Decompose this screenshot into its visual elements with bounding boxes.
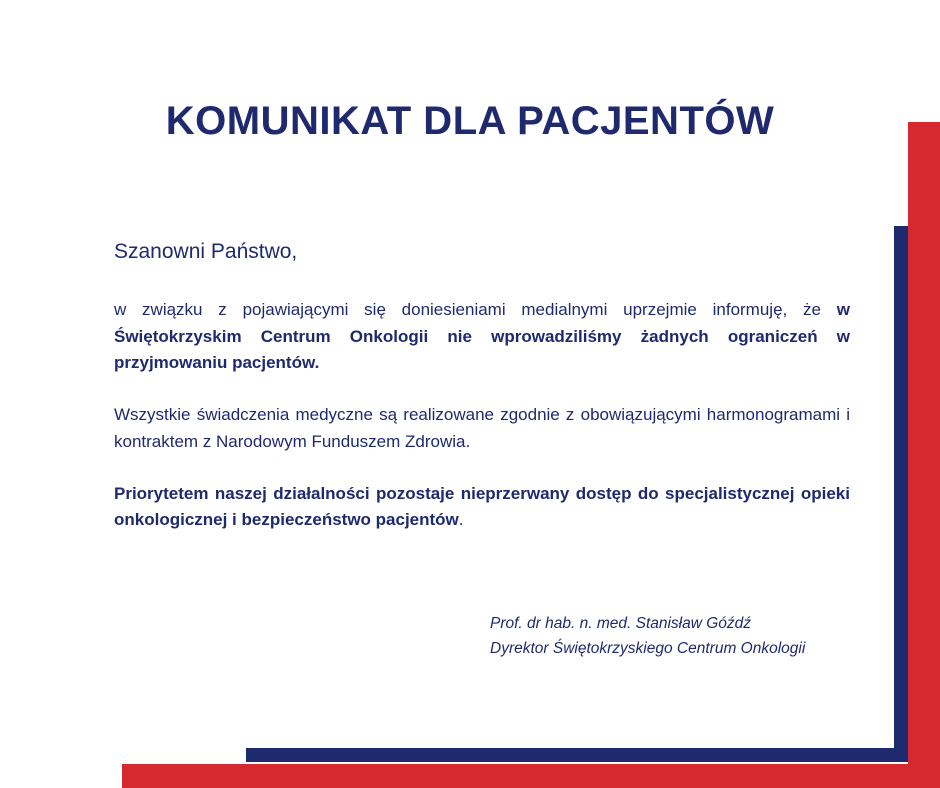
paragraph-three [114, 481, 850, 534]
announcement-body [114, 238, 850, 534]
salutation-text: Szanowni Państwo, [114, 240, 298, 263]
paragraph-one-emphasis: w Świętokrzyskim Centrum Onkologii nie wprowadziliśmy żadnych ograniczeń w przyjmowaniu pacjentów. [114, 300, 850, 372]
paragraph-one [114, 297, 850, 376]
decorative-bar-navy-bottom [246, 748, 908, 762]
paragraph-three-emphasis: Priorytetem naszej działalności pozostaje nieprzerwany dostęp do specjalistycznej opieki onkologicznej i bezpieczeństwo pacjentów [114, 484, 850, 530]
signature-role: Dyrektor Świętokrzyskiego Centrum Onkologii [490, 639, 806, 657]
paragraph-one-lead: w związku z pojawiającymi się doniesieniami medialnymi uprzejmie informuję, że [114, 300, 837, 320]
signature-block [490, 612, 890, 662]
paragraph-two: Wszystkie świadczenia medyczne są realizowane zgodnie z obowiązującymi harmonogramami i kontraktem z Narodowym Funduszem Zdrowia. [114, 405, 850, 451]
decorative-bar-navy-right [894, 226, 908, 748]
decorative-bar-red-right [908, 122, 940, 765]
page-title: KOMUNIKAT DLA PACJENTÓW [165, 98, 775, 143]
paragraph-three-tail: . [458, 510, 464, 530]
signature-name: Prof. dr hab. n. med. Stanisław Góźdź [490, 615, 752, 632]
decorative-bar-red-bottom [122, 764, 940, 788]
